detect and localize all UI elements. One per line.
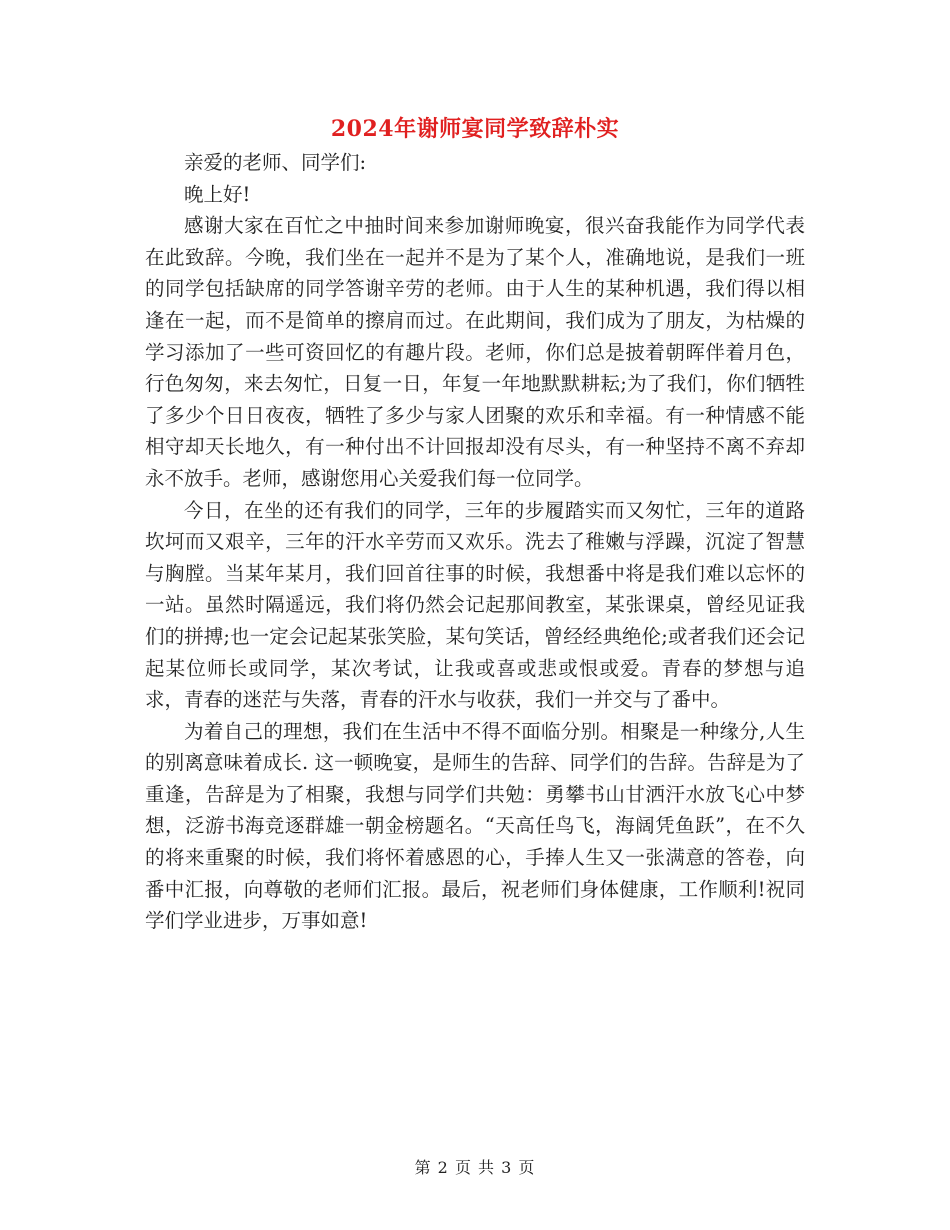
page-number-footer: 第 2 页 共 3 页 xyxy=(414,1158,536,1177)
paragraph-farewell: 为着自己的理想，我们在生活中不得不面临分别。相聚是一种缘分,人生的别离意味着成长. 这一顿晚宴，是师生的告辞、同学们的告辞。告辞是为了重逢，告辞是为了相聚，我想与同学们共勉：勇攀书山甘洒汗水放飞心中梦想，泛游书海竞逐群雄一朝金榜题名。“天高任鸟飞，海阔凭鱼跃”，在不久的将来重聚的时候，我们将怀着感恩的心，手捧人生又一张满意的答卷，向番中汇报，向尊敬的老师们汇报。最后，祝老师们身体健康，工作顺利!祝同学们学业进步，万事如意! xyxy=(145,719,805,933)
paragraph-memories: 今日，在坐的还有我们的同学，三年的步履踏实而又匆忙，三年的道路坎坷而又艰辛，三年的汗水辛劳而又欢乐。洗去了稚嫩与浮躁，沉淀了智慧与胸膛。当某年某月，我们回首往事的时候，我想番中将是我们难以忘怀的一站。虽然时隔遥远，我们将仍然会记起那间教室，某张课桌，曾经见证我们的拼搏;也一定会记起某张笑脸，某句笑话，曾经经典绝伦;或者我们还会记起某位师长或同学，某次考试，让我或喜或悲或恨或爱。青春的梦想与追求，青春的迷茫与失落，青春的汗水与收获，我们一并交与了番中。 xyxy=(145,498,805,712)
paragraph-gratitude: 感谢大家在百忙之中抽时间来参加谢师晚宴，很兴奋我能作为同学代表在此致辞。今晚，我们坐在一起并不是为了某个人，准确地说，是我们一班的同学包括缺席的同学答谢辛劳的老师。由于人生的某种机遇，我们得以相逢在一起，而不是简单的擦肩而过。在此期间，我们成为了朋友，为枯燥的学习添加了一些可资回忆的有趣片段。老师，你们总是披着朝晖伴着月色，行色匆匆，来去匆忙，日复一日，年复一年地默默耕耘;为了我们，你们牺牲了多少个日日夜夜，牺牲了多少与家人团聚的欢乐和幸福。有一种情感不能相守却天长地久，有一种付出不计回报却没有尽头，有一种坚持不离不弃却永不放手。老师，感谢您用心关爱我们每一位同学。 xyxy=(145,214,805,490)
document-body xyxy=(145,147,805,937)
document-title: 2024年谢师宴同学致辞朴实 xyxy=(330,116,620,142)
greeting-line: 亲爱的老师、同学们: xyxy=(184,151,367,174)
salutation-line: 晚上好! xyxy=(184,182,251,206)
